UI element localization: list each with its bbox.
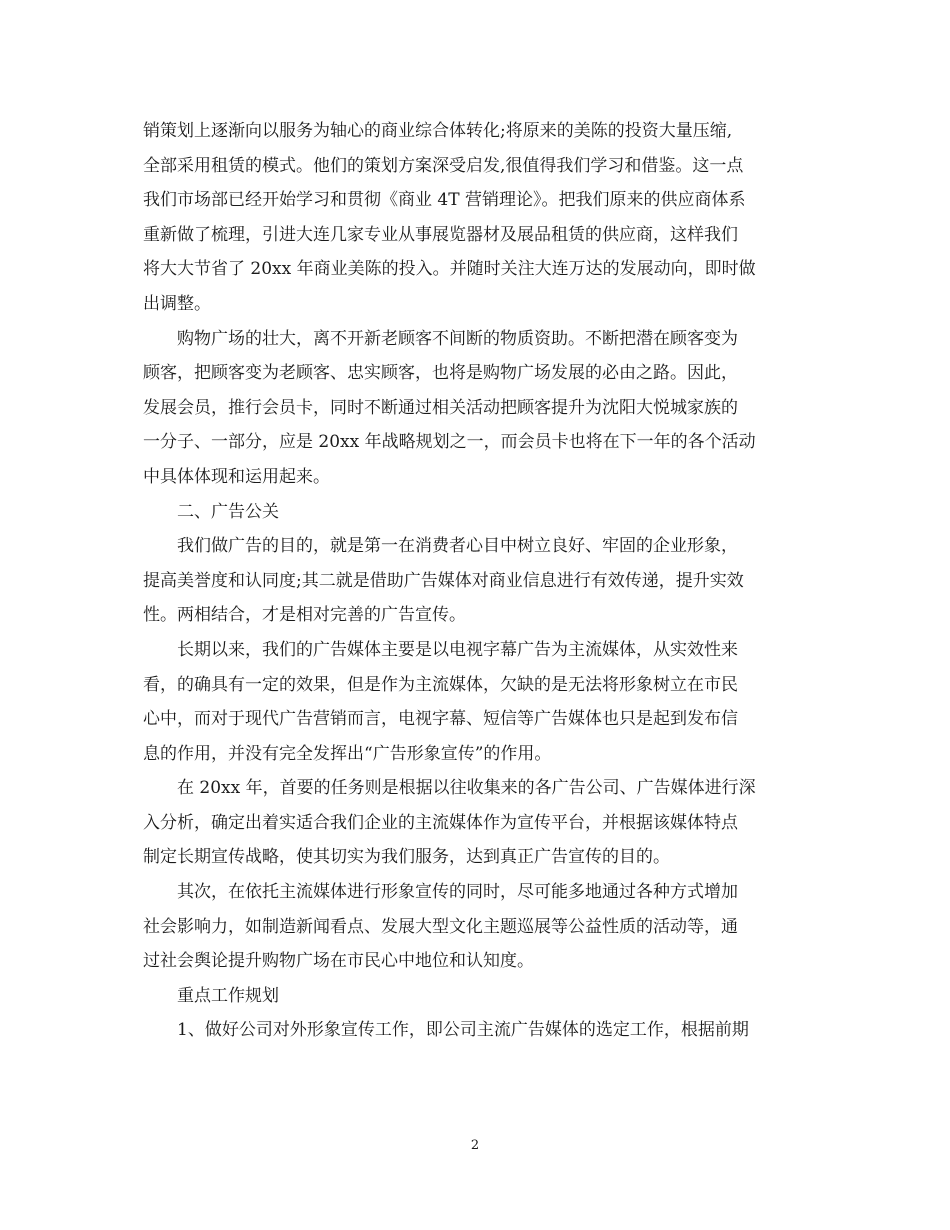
- text-line: 长期以来，我们的广告媒体主要是以电视字幕广告为主流媒体，从实效性来: [177, 639, 738, 660]
- text-line: 我们市场部已经开始学习和贯彻《商业 4T 营销理论》。把我们原来的供应商体系: [143, 190, 746, 211]
- section-heading: [143, 979, 811, 1014]
- text-line: 出调整。: [143, 293, 211, 314]
- paragraph: [143, 529, 811, 633]
- heading-text: 重点工作规划: [177, 985, 279, 1006]
- paragraph: [143, 114, 811, 322]
- text-line: 一分子、一部分，应是 20xx 年战略规划之一，而会员卡也将在下一年的各个活动: [143, 432, 756, 453]
- paragraph: [143, 633, 811, 771]
- text-line: 入分析，确定出着实适合我们企业的主流媒体作为宣传平台，并根据该媒体特点: [143, 812, 738, 833]
- document-body: [143, 114, 811, 1048]
- paragraph: [143, 322, 811, 495]
- text-line: 我们做广告的目的，就是第一在消费者心目中树立良好、牢固的企业形象，: [177, 536, 738, 557]
- text-line: 在 20xx 年，首要的任务则是根据以往收集来的各广告公司、广告媒体进行深: [177, 778, 756, 799]
- section-heading: [143, 495, 811, 530]
- text-line: 过社会舆论提升购物广场在市民心中地位和认知度。: [143, 951, 534, 972]
- text-line: 发展会员，推行会员卡，同时不断通过相关活动把顾客提升为沈阳大悦城家族的: [143, 397, 738, 418]
- heading-text: 二、广告公关: [177, 501, 279, 522]
- text-line: 全部采用租赁的模式。他们的策划方案深受启发,很值得我们学习和借鉴。这一点: [143, 155, 744, 176]
- text-line: 1、做好公司对外形象宣传工作，即公司主流广告媒体的选定工作，根据前期: [177, 1020, 749, 1041]
- text-line: 将大大节省了 20xx 年商业美陈的投入。并随时关注大连万达的发展动向，即时做: [143, 259, 756, 280]
- text-line: 提高美誉度和认同度;其二就是借助广告媒体对商业信息进行有效传递，提升实效: [143, 570, 744, 591]
- text-line: 制定长期宣传战略，使其切实为我们服务，达到真正广告宣传的目的。: [143, 847, 670, 868]
- text-line: 顾客，把顾客变为老顾客、忠实顾客，也将是购物广场发展的必由之路。因此，: [143, 363, 738, 384]
- text-line: 息的作用，并没有完全发挥出“广告形象宣传”的作用。: [143, 743, 552, 764]
- text-line: 销策划上逐渐向以服务为轴心的商业综合体转化;将原来的美陈的投资大量压缩,: [143, 121, 733, 141]
- text-line: 其次，在依托主流媒体进行形象宣传的同时，尽可能多地通过各种方式增加: [177, 882, 738, 903]
- text-line: 看，的确具有一定的效果，但是作为主流媒体，欠缺的是无法将形象树立在市民: [143, 674, 738, 695]
- paragraph: [143, 771, 811, 875]
- text-line: 心中，而对于现代广告营销而言，电视字幕、短信等广告媒体也只是起到发布信: [143, 709, 738, 730]
- page-number: 2: [470, 1138, 480, 1153]
- text-line: 性。两相结合，才是相对完善的广告宣传。: [143, 605, 466, 626]
- text-line: 中具体体现和运用起来。: [143, 466, 330, 487]
- paragraph: [143, 1013, 811, 1048]
- paragraph: [143, 875, 811, 979]
- text-line: 重新做了梳理，引进大连几家专业从事展览器材及展品租赁的供应商，这样我们: [143, 224, 738, 245]
- text-line: 购物广场的壮大，离不开新老顾客不间断的物质资助。不断把潜在顾客变为: [177, 328, 738, 349]
- text-line: 社会影响力，如制造新闻看点、发展大型文化主题巡展等公益性质的活动等，通: [143, 916, 738, 937]
